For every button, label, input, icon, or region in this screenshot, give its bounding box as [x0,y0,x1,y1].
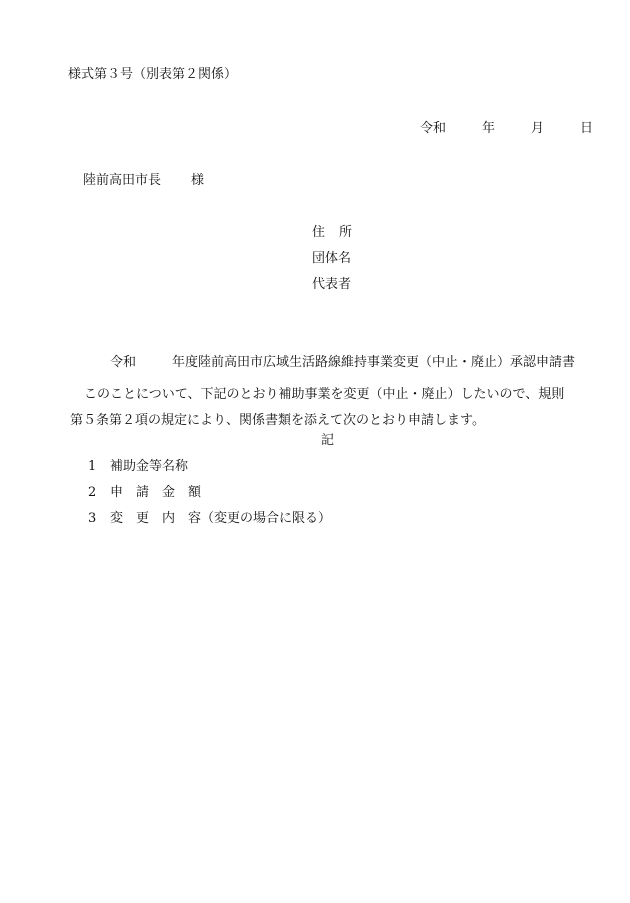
item-number: 1 [88,459,97,474]
addressee-honorific: 様 [191,173,205,188]
item-label: 変 更 内 容（変更の場合に限る） [110,511,332,526]
applicant-organization-row: 団体名 [312,251,352,266]
item-list [88,460,331,538]
list-item [88,486,331,512]
date-year: 年 [482,121,496,136]
applicant-representative-row: 代表者 [312,277,352,292]
address-label: 住 [312,225,326,240]
item-number: 3 [88,511,97,526]
item-label: 補助金等名称 [110,459,189,474]
application-body [70,382,590,434]
date-day: 日 [580,121,594,136]
item-number: 2 [88,485,97,500]
application-title [110,356,575,369]
addressee [83,174,204,187]
body-line-1: このことについて、下記のとおり補助事業を変更（中止・廃止）したいので、規則 [84,387,565,402]
form-number: 様式第３号（別表第２関係） [68,67,238,82]
list-item [88,460,331,486]
title-text: 年度陸前高田市広域生活路線維持事業変更（中止・廃止）承認申請書 [172,355,576,370]
body-line-2: 第５条第２項の規定により、関係書類を添えて次のとおり申請します。 [70,413,485,428]
address-label-2: 所 [339,225,353,240]
date-line [420,122,593,135]
date-era: 令和 [420,121,447,136]
addressee-name: 陸前高田市長 [83,173,162,188]
list-item [88,512,331,538]
date-month: 月 [531,121,545,136]
item-label: 申 請 金 額 [110,485,202,500]
applicant-address-row [312,226,352,252]
ki-heading: 記 [321,433,335,448]
title-era: 令和 [110,355,137,370]
applicant-block [312,226,352,304]
